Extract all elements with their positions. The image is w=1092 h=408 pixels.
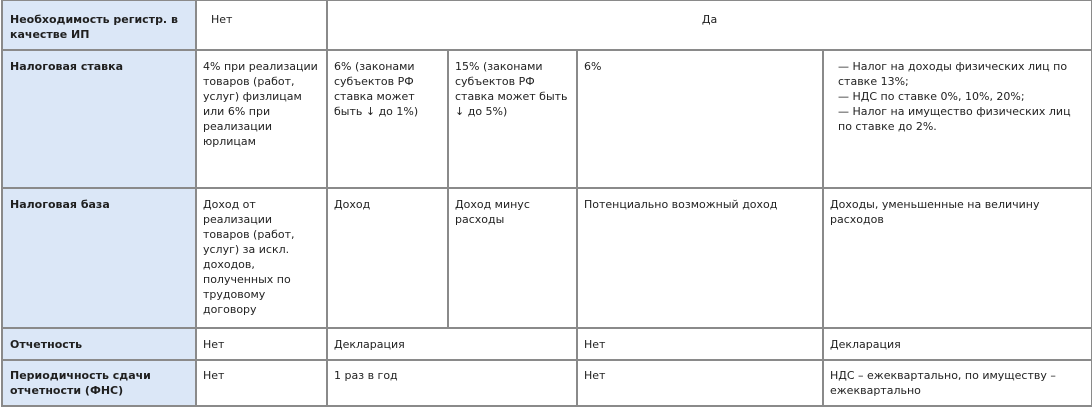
cell-registration-span: Да [327,0,1092,50]
cell-rate-col5 [823,50,1092,188]
row-header-reporting: Отчетность [2,328,196,360]
cell-reporting-col5: Декларация [823,328,1092,360]
table-row [2,360,1092,406]
cell-base-col5: Доходы, уменьшенные на величину расходов [823,188,1092,328]
cell-frequency-col4: Нет [577,360,823,406]
tax-regimes-table [1,0,1092,407]
table-row [2,188,1092,328]
rate-line-2: — НДС по ставке 0%, 10%, 20%; [838,90,1025,103]
cell-rate-col3: 15% (законами субъектов РФ ставка может быть ↓ до 5%) [448,50,577,188]
cell-registration-col1: Нет [196,0,327,50]
row-header-rate: Налоговая ставка [2,50,196,188]
cell-base-col4: Потенциально возможный доход [577,188,823,328]
cell-reporting-col4: Нет [577,328,823,360]
cell-base-col3: Доход минус расходы [448,188,577,328]
table-row [2,328,1092,360]
row-header-frequency: Периодичность сдачи отчетности (ФНС) [2,360,196,406]
cell-base-col2: Доход [327,188,448,328]
cell-reporting-col1: Нет [196,328,327,360]
rate-line-1: — Налог на доходы физических лиц по ставке 13%; [838,60,1068,88]
cell-rate-col1: 4% при реализации товаров (работ, услуг) физлицам или 6% при реализации юрлицам [196,50,327,188]
cell-frequency-col23: 1 раз в год [327,360,577,406]
cell-reporting-col23: Декларация [327,328,577,360]
cell-rate-col4: 6% [577,50,823,188]
cell-frequency-col1: Нет [196,360,327,406]
table-row [2,50,1092,188]
row-header-base: Налоговая база [2,188,196,328]
cell-base-col1: Доход от реализации товаров (работ, услуг) за искл. доходов, полученных по трудовому договору [196,188,327,328]
row-header-registration: Необходимость регистр. в качестве ИП [2,0,196,50]
cell-frequency-col5: НДС – ежеквартально, по имуществу – ежеквартально [823,360,1092,406]
rate-line-3: — Налог на имущество физических лиц по ставке до 2%. [838,105,1071,133]
cell-rate-col2: 6% (законами субъектов РФ ставка может быть ↓ до 1%) [327,50,448,188]
table-row [2,0,1092,50]
